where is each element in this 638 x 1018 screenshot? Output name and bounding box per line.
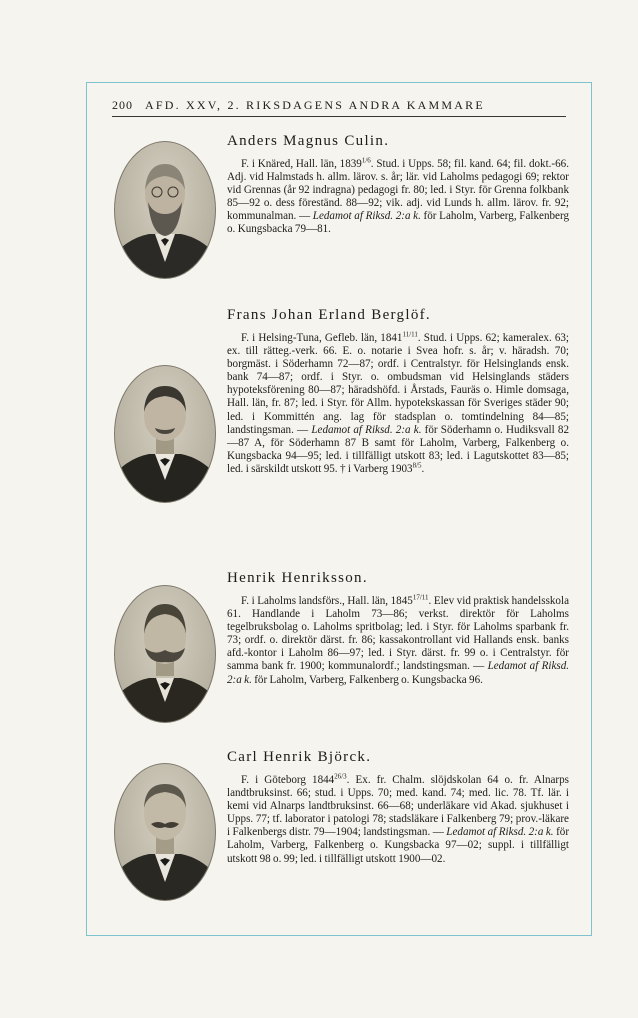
page-number: 200 [112, 98, 133, 112]
person-name: Henrik Henriksson. [227, 570, 368, 586]
portrait-photo [114, 585, 216, 723]
portrait-photo [114, 763, 216, 901]
biography-text: F. i Laholms landsförs., Hall. län, $1845^{17/11}$. Elev vid praktisk handelsskola 61. Handlande i Laholm 73—86; verkst. direktör för Laholms tegelbruksbolag o. Laholms spritbolag; led. i Styr. för Laholms sparbank fr. 73; ordf. o. direktör därst. fr. 86; kassakontrollant vid Hallands ensk. banks afd.-kontor i Laholm 86—97; led. i Styr. därst. fr. 99 o. i Centralstyr. för samma bank fr. 1900; kommunalordf.; landstingsman. — Ledamot af Riksd. 2:a k. för Laholm, Varberg, Falkenberg o. Kungsbacka 96. [227, 593, 570, 686]
biography-text: F. i Knäred, Hall. län, $1839^{1/6}$. Stud. i Upps. 58; fil. kand. 64; fil. dokt.-66. Adj. vid Halmstads h. allm. lärov. s. år; lär. vid Laholms pedagogi 69; rektor vid Grennas (år 92 indragna) pedagogi fr. 80; led. i Styr. för Grenna folkbank 85—92 o. dess föreständ. 88—92; vik. adj. vid Lunds h. allm. lärov. fr. 92; kommunalman. — Ledamot af Riksd. 2:a k. för Laholm, Varberg, Falkenberg o. Kungsbacka 79—81. [227, 156, 569, 236]
running-head [112, 98, 568, 113]
portrait-photo [114, 141, 216, 279]
biography-text: F. i Göteborg $1844^{26/3}$. Ex. fr. Chalm. slöjdskolan 64 o. fr. Alnarps landtbruksinst. 66; stud. i Upps. 70; med. kand. 74; med. lic. 78. Tf. lär. i kemi vid Alnarps landtbruksinst. 66—68; underläkare vid Akad. sjukhuset i Upps. 77; tf. laborator i patologi 78; stadsläkare i Falkenberg 79; prov.-läkare i Falkenbergs distr. 79—1904; landstingsman. — Ledamot af Riksd. 2:a k. för Laholm, Varberg, Falkenberg o. Kungsbacka 97—02; suppl. i tillfälligt utskott 98 o. 99; led. i tillfälligt utskott 1900—02. [227, 772, 570, 865]
header-rule [112, 116, 566, 117]
person-name: Frans Johan Erland Berglöf. [227, 307, 431, 323]
person-name: Anders Magnus Culin. [227, 133, 390, 149]
page-header: AFD. XXV, 2. RIKSDAGENS ANDRA KAMMARE [145, 98, 485, 112]
portrait-photo [114, 365, 216, 503]
biography-text: F. i Helsing-Tuna, Gefleb. län, $1841^{11/11}$. Stud. i Upps. 62; kameralex. 63; ex. till rätteg.-verk. 66. E. o. notarie i Svea hofr. s. år; v. häradsh. 70; borgmäst. i Söderhamn 72—87; ordf. i Centralstyr. för Helsinglands ensk. bank 74—87; ordf. i Styr. o. ombudsman vid Helsinglands städers hypoteksförening 80—87; häradshöfd. i Årstads, Fauräs o. Himle domsaga, Hall. län, fr. 87; led. i Styr. för Allm. hypotekskassan för Sveriges städer 90; led. i Kommittén ang. lag för stadsplan o. tomtindelning 84—85; landstingsman. — Ledamot af Riksd. 2:a k. för Söderhamn o. Hudiksvall 82—87 A, för Söderhamn 87 B samt för Laholm, Varberg, Falkenberg o. Kungsbacka 94—95; led. i tillfälligt utskott 83; led. i Lagutskottet 83—85; led. i särskildt utskott 95. † i Varberg $1903^{8/5}$. [227, 330, 570, 475]
person-name: Carl Henrik Björck. [227, 749, 372, 765]
